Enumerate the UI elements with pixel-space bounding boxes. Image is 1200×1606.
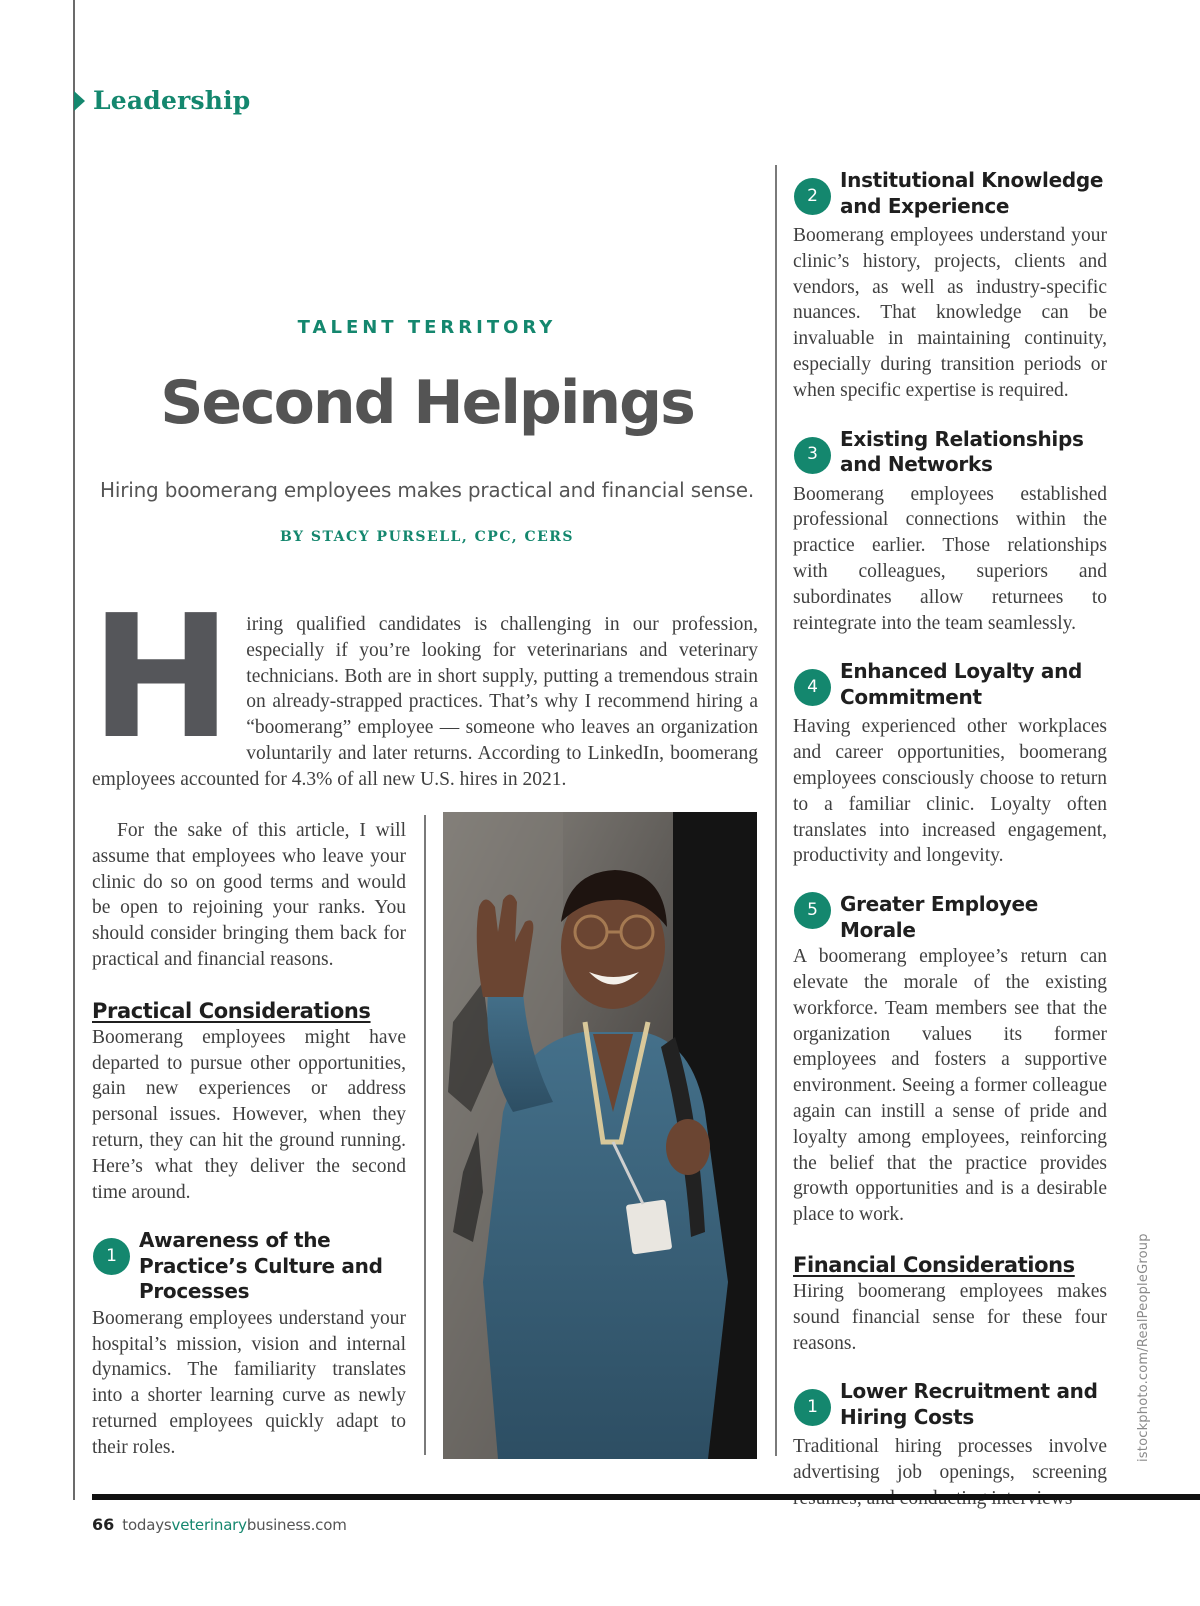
item-title: Institutional Knowledge and Experience <box>840 168 1104 218</box>
left-margin-rule <box>73 0 75 1500</box>
financial-considerations-heading: Financial Considerations <box>793 1252 1075 1277</box>
site-url-highlight: veterinary <box>171 1516 247 1534</box>
section-tag <box>74 86 250 115</box>
item-body: Boomerang employees understand your hospital’s mission, vision and internal dynamics. The familiarity translates into a shorter learning curve as newly returned employees quickly adapt to their roles. <box>92 1307 406 1458</box>
number-badge: 2 <box>794 178 831 215</box>
item-title: Enhanced Loyalty and Commitment <box>840 659 1083 709</box>
practical-considerations-heading: Practical Considerations <box>92 998 371 1023</box>
item-body: Having experienced other workplaces and career opportunities, boomerang employees consciously choose to return to a familiar clinic. Loyalty often translates into increased engagement, productivity and longevity. <box>793 716 1107 867</box>
item-body: Traditional hiring processes involve advertising job openings, screening <box>793 1436 1107 1484</box>
item-title: Existing Relationships and Networks <box>840 426 1084 477</box>
drop-cap: H <box>90 579 233 777</box>
number-badge: 4 <box>794 669 831 706</box>
site-url-suffix: business.com <box>246 1516 347 1534</box>
list-item <box>793 892 1107 943</box>
item-title: Greater Employee Morale <box>840 892 1039 942</box>
article-kicker: TALENT TERRITORY <box>297 317 557 338</box>
body-paragraph: For the sake of this article, I will assume that employees who leave your clinic do so on good terms and would be open to rejoining your ranks. You should consider bringing them back for practical and financial reasons. <box>92 820 406 970</box>
item-body: A boomerang employee’s return can elevate the morale of the existing workforce. Team members see that the organization values its former employees and fosters a supportive environment. Seeing a former colleague again can instill a sense of pride and loyalty among employees, reinforcing the belief that the practice provides growth opportunities and is a desirable place to work. <box>793 946 1107 1226</box>
column-divider-right <box>775 165 777 1456</box>
article-byline: BY STACY PURSELL, CPC, CERS <box>279 529 575 545</box>
list-item <box>793 1379 1107 1433</box>
site-url-prefix: todays <box>122 1516 172 1534</box>
intro-paragraph <box>90 579 758 793</box>
list-item <box>793 168 1107 222</box>
item-title: Lower Recruitment and Hiring Costs <box>840 1379 1098 1429</box>
employee-photo <box>443 812 757 1459</box>
column-divider <box>424 815 426 1455</box>
number-badge: 1 <box>93 1238 130 1275</box>
site-url[interactable] <box>122 1516 346 1534</box>
number-badge: 1 <box>794 1389 831 1426</box>
intro-text: iring qualified candidates is challenging in our profession, especially if you’re looking for veterinarians and veterinary technicians. Both are in short supply, putting a tremendous strain on already-strapped practices. That’s why I recommend hiring a “boomerang” employee — someone who leaves an organization voluntarily and later returns. According to LinkedIn, boomerang employees accounted for 4.3% of all new U.S. hires in 2021. <box>92 614 758 790</box>
article-title: Second Helpings <box>160 368 694 438</box>
list-item <box>793 659 1107 713</box>
list-item <box>92 1228 406 1305</box>
column-right <box>793 168 1107 1512</box>
section-arrow-icon <box>74 91 85 111</box>
article-dek: Hiring boomerang employees makes practical and financial sense. <box>100 478 754 502</box>
footer-rule <box>92 1494 1200 1500</box>
item-body: Boomerang employees understand your clinic’s history, projects, clients and vendors, as well as industry-specific nuances. That knowledge can be invaluable in maintaining continuity, especially during transition periods or when specific expertise is required. <box>793 225 1107 401</box>
page-footer <box>92 1515 347 1534</box>
financial-considerations-body: Hiring boomerang employees makes sound financial sense for these four reasons. <box>793 1280 1107 1354</box>
practical-considerations-body: Boomerang employees might have departed to pursue other opportunities, gain new experiences or address personal issues. However, when they return, they can hit the ground running. Here’s what they deliver the second time around. <box>92 1026 406 1203</box>
column-left <box>92 818 406 1461</box>
item-body: Boomerang employees established professional connections within the practice earlier. Those relationships with colleagues, superiors and subordinates allow returnees to reintegrate into the team seamlessly. <box>793 483 1107 634</box>
smiling-nurse-waving-image <box>443 812 757 1459</box>
page-number: 66 <box>92 1515 115 1534</box>
list-item <box>793 427 1107 481</box>
number-badge: 5 <box>794 892 831 929</box>
item-title: Awareness of the Practice’s Culture and Processes <box>139 1228 383 1304</box>
number-badge: 3 <box>794 437 831 474</box>
section-label: Leadership <box>93 86 251 115</box>
photo-credit: istockphoto.com/RealPeopleGroup <box>1136 1233 1151 1462</box>
